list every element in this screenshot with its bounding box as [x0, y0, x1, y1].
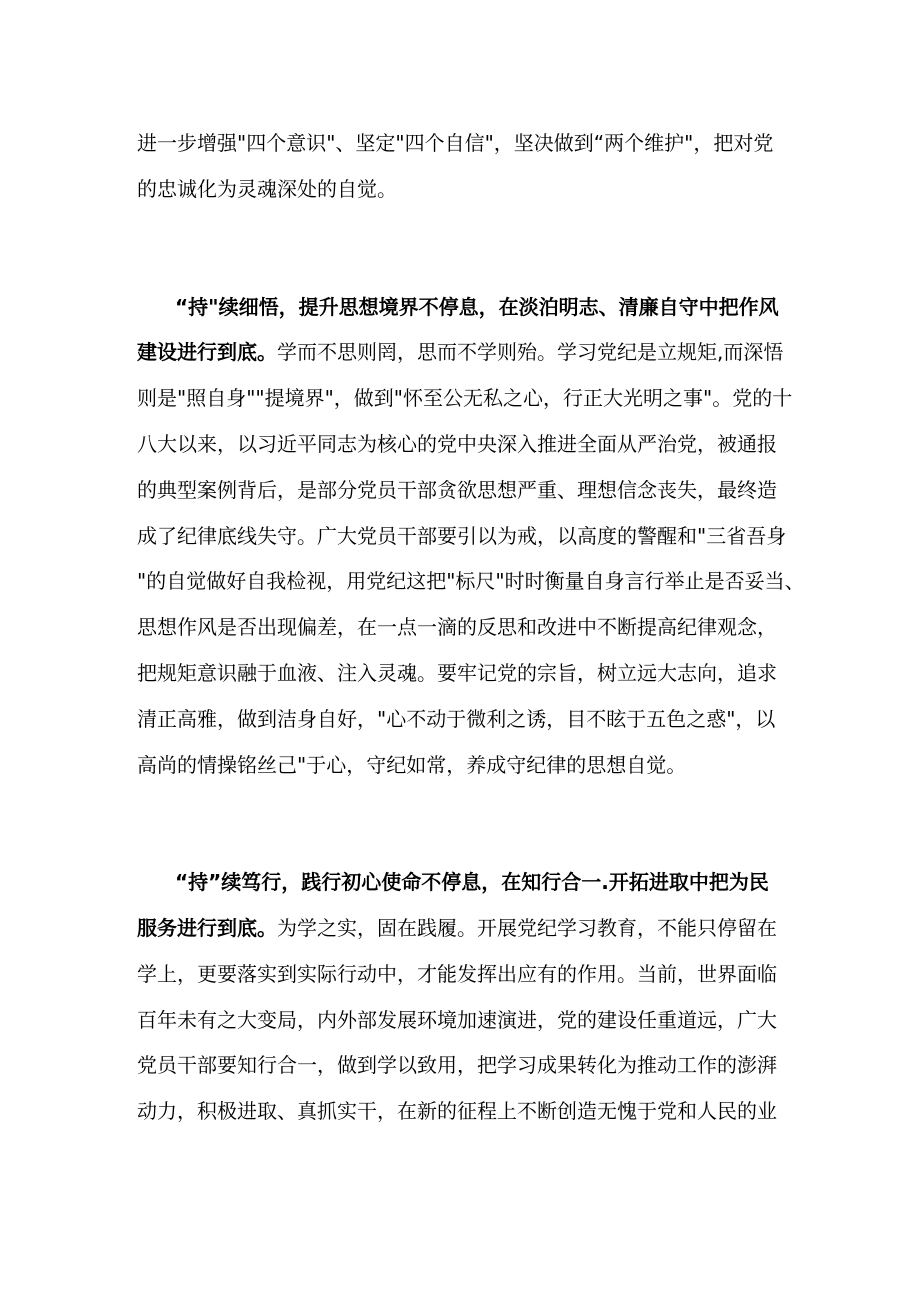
text-run: 则是"照自身""提境界"，做到"怀至公无私之心，行正大光明之事"。党的十	[137, 386, 793, 410]
paragraph-2-heading: “持"续细悟，提升思想境界不停息，在淡泊明志、清廉自守中把作风	[175, 295, 779, 319]
text-run: 成了纪律底线失守。广大党员干部要引以为戒，以高度的警醒和"三省吾身	[137, 524, 787, 548]
text-run: 进一步增强"四个意识"、坚定"四个自信"，坚决做到“两个维护"，把对党	[137, 131, 774, 155]
paragraph-2-line-1	[175, 295, 797, 319]
text-run: 学上，更要落实到实际行动中，才能发挥出应有的作用。当前，世界面临	[137, 962, 777, 986]
paragraph-2-line-9	[137, 661, 797, 685]
text-run: 动力，积极进取、真抓实干，在新的征程上不断创造无愧于党和人民的业	[137, 1099, 777, 1123]
paragraph-2-line-7	[137, 569, 805, 593]
paragraph-3-line-4	[137, 1008, 797, 1032]
text-run: 的典型案例背后，是部分党员干部贪欲思想严重、理想信念丧失，最终造	[137, 478, 777, 502]
paragraph-2-line-3	[137, 386, 797, 410]
text-run: 学而不思则罔，思而不学则殆。学习党纪是立规矩,而深悟	[277, 340, 784, 364]
paragraph-2-line-10	[137, 707, 797, 731]
paragraph-3-line-6	[137, 1099, 797, 1123]
paragraph-1-line-1	[137, 131, 797, 155]
paragraph-2-line-6	[137, 524, 797, 548]
paragraph-2-line-5	[137, 478, 797, 502]
text-run: 为学之实，固在践履。开展党纪学习教育，不能只停留在	[277, 916, 777, 940]
paragraph-2-line-8	[137, 615, 797, 639]
paragraph-3-line-1	[175, 870, 797, 894]
text-run: 百年未有之大变局，内外部发展环境加速演进，党的建设任重道远，广大	[137, 1008, 777, 1032]
text-run: 党员干部要知行合一，做到学以致用，把学习成果转化为推动工作的澎湃	[137, 1053, 777, 1077]
paragraph-2-line-2	[137, 340, 797, 364]
text-run: "的自觉做好自我检视，用党纪这把"标尺"时时衡量自身言行举止是否妥当、	[137, 569, 805, 593]
paragraph-3-line-5	[137, 1053, 797, 1077]
text-run: 清正高雅，做到洁身自好，"心不动于微利之诱，目不眩于五色之惑"，以	[137, 707, 776, 731]
paragraph-2-line-4	[137, 432, 797, 456]
paragraph-3-line-3	[137, 962, 797, 986]
text-run: 把规矩意识融于血液、注入灵魂。要牢记党的宗旨，树立远大志向，追求	[137, 661, 777, 685]
paragraph-3-heading: “持”续笃行，践行初心使命不停息，在知行合一.开拓进取中把为民	[175, 870, 769, 894]
paragraph-3-heading-end: 服务进行到底。	[137, 916, 277, 940]
text-run: 八大以来，以习近平同志为核心的党中央深入推进全面从严治党，被通报	[137, 432, 777, 456]
paragraph-1-line-2	[137, 177, 797, 201]
paragraph-2-heading-end: 建设进行到底。	[137, 340, 277, 364]
text-run: 思想作风是否出现偏差，在一点一滴的反思和改进中不断提高纪律观念，	[137, 615, 777, 639]
text-run: 高尚的情操铭丝己"于心，守纪如常，养成守纪律的思想自觉。	[137, 753, 687, 777]
paragraph-2-line-11	[137, 753, 797, 777]
text-run: 的忠诚化为灵魂深处的自觉。	[137, 177, 397, 201]
paragraph-3-line-2	[137, 916, 797, 940]
